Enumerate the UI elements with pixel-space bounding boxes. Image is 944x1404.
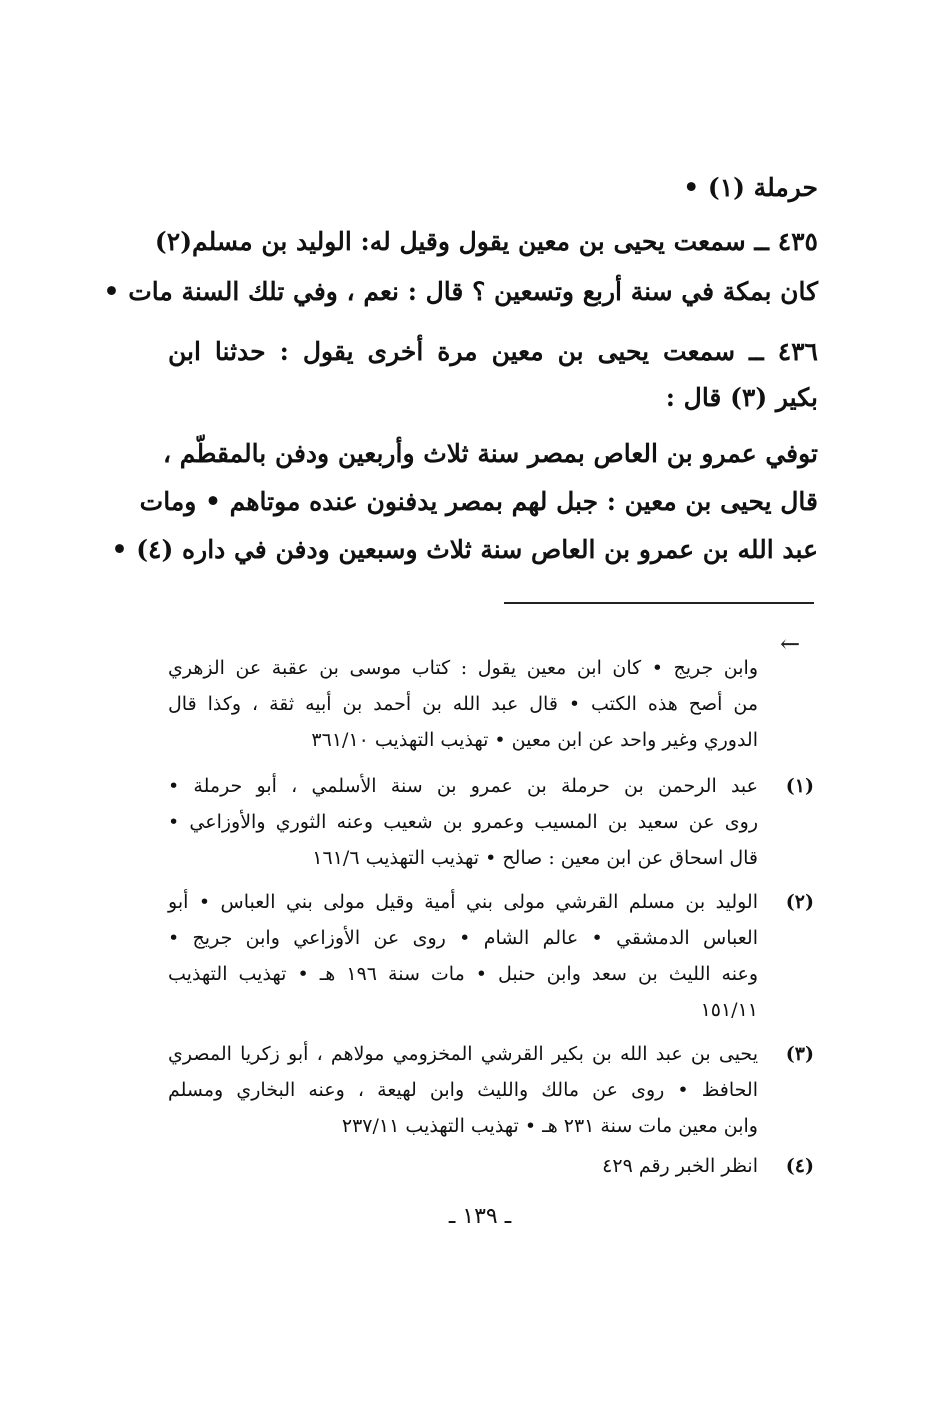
continuation-arrow-icon: ← — [780, 630, 801, 658]
footnote-continuation-line: من أصح هذه الكتب • قال عبد الله بن أحمد بن أبيه ثقة ، وكذا قال — [168, 693, 758, 715]
paragraph-line-3: عبد الله بن عمرو بن العاص سنة ثلاث وسبعين ودفن في داره (٤) • — [111, 535, 818, 564]
entry-436-line-2: بكير (٣) قال : — [665, 383, 818, 412]
entry-436-line-1: ٤٣٦ ــ سمعت يحيى بن معين مرة أخرى يقول : حدثنا ابن — [168, 337, 818, 366]
paragraph-line-1: توفي عمرو بن العاص بمصر سنة ثلاث وأربعين ودفن بالمقطّم ، — [163, 439, 818, 468]
footnote-line: قال اسحاق عن ابن معين : صالح • تهذيب التهذيب ١٦١/٦ — [312, 847, 758, 869]
footnote-continuation-line: الدوري وغير واحد عن ابن معين • تهذيب التهذيب ٣٦١/١٠ — [311, 729, 758, 751]
footnote-line: الوليد بن مسلم القرشي مولى بني أمية وقيل مولى بني العباس • أبو — [168, 891, 758, 913]
footnote-line: وابن معين مات سنة ٢٣١ هـ • تهذيب التهذيب ٢٣٧/١١ — [341, 1115, 758, 1137]
footnote-separator — [504, 602, 814, 604]
entry-435-line-1: ٤٣٥ ــ سمعت يحيى بن معين يقول وقيل له: الوليد بن مسلم(٢) — [154, 227, 818, 256]
footnote-number: (١) — [785, 775, 814, 797]
footnote-line: العباس الدمشقي • عالم الشام • روى عن الأوزاعي وابن جريج • — [168, 927, 758, 949]
footnote-line: وعنه الليث بن سعد وابن حنبل • مات سنة ١٩٦ هـ • تهذيب التهذيب — [168, 963, 758, 985]
footnote-line: يحيى بن عبد الله بن بكير القرشي المخزومي مولاهم ، أبو زكريا المصري — [168, 1043, 758, 1065]
footnote-number: (٣) — [785, 1043, 814, 1065]
footnote-continuation-line: وابن جريج • كان ابن معين يقول : كتاب موسى بن عقبة عن الزهري — [168, 657, 758, 679]
footnote-line: عبد الرحمن بن حرملة بن عمرو بن سنة الأسلمي ، أبو حرملة • — [168, 775, 758, 797]
footnote-line: ١٥١/١١ — [700, 999, 758, 1021]
footnote-number: (٤) — [785, 1155, 814, 1177]
paragraph-line-2: قال يحيى بن معين : جبل لهم بمصر يدفنون عنده موتاهم • ومات — [139, 487, 818, 516]
heading-line: حرملة (١) • — [683, 173, 818, 202]
footnote-number: (٢) — [785, 891, 814, 913]
footnote-line: روى عن سعيد بن المسيب وعمرو بن شعيب وعنه الثوري والأوزاعي • — [168, 811, 759, 833]
footnote-line: انظر الخبر رقم ٤٢٩ — [602, 1155, 758, 1177]
footnote-line: الحافظ • روى عن مالك والليث وابن لهيعة ، وعنه البخاري ومسلم — [168, 1079, 758, 1101]
page-number: ـ ١٣٩ ـ — [448, 1204, 512, 1229]
entry-435-line-2: كان بمكة في سنة أربع وتسعين ؟ قال : نعم ، وفي تلك السنة مات • — [103, 277, 818, 306]
